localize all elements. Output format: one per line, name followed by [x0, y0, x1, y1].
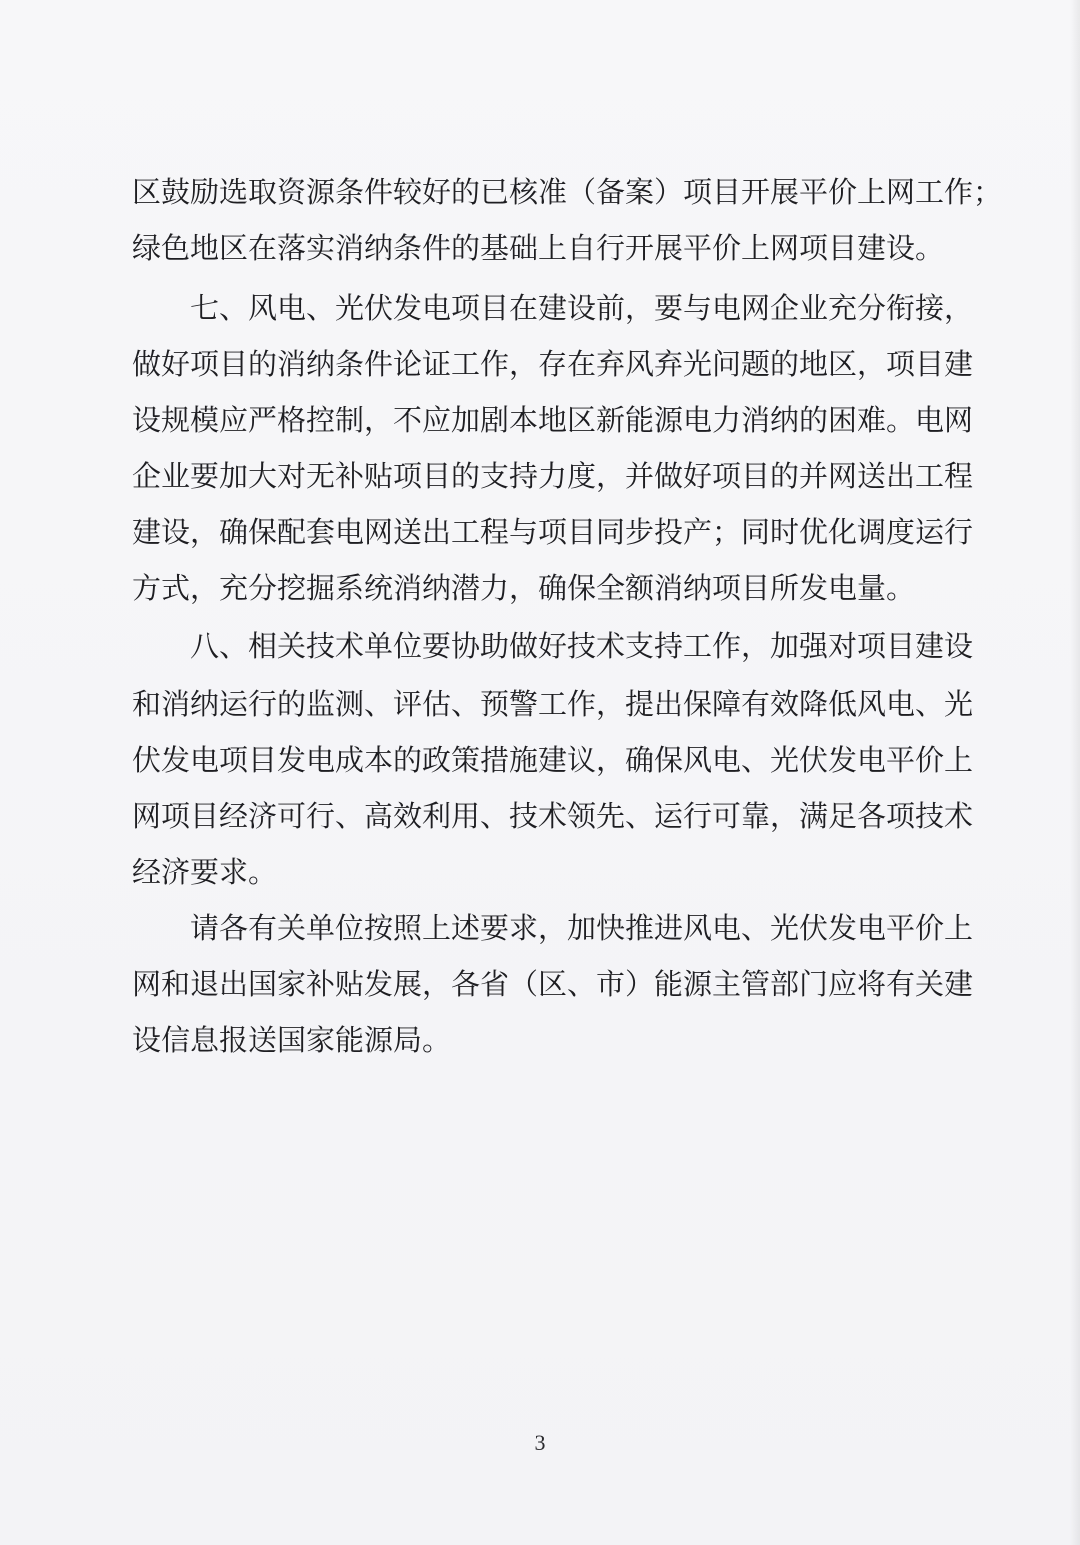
text-line-6: 企业要加大对无补贴项目的支持力度，并做好项目的并网送出工程	[132, 459, 974, 493]
text-line-7: 建设，确保配套电网送出工程与项目同步投产；同时优化调度运行	[132, 515, 974, 549]
page-number: 3	[534, 1430, 546, 1455]
scan-edge-shadow	[1070, 0, 1080, 1545]
text-line-4: 做好项目的消纳条件论证工作，存在弃风弃光问题的地区，项目建	[132, 347, 974, 381]
text-line-1: 区鼓励选取资源条件较好的已核准（备案）项目开展平价上网工作；	[132, 175, 1003, 209]
text-line-14: 请各有关单位按照上述要求，加快推进风电、光伏发电平价上	[190, 911, 974, 945]
text-line-12: 网项目经济可行、高效利用、技术领先、运行可靠，满足各项技术	[132, 799, 974, 833]
text-line-9: 八、相关技术单位要协助做好技术支持工作，加强对项目建设	[190, 629, 974, 663]
text-line-2: 绿色地区在落实消纳条件的基础上自行开展平价上网项目建设。	[132, 231, 945, 265]
text-line-5: 设规模应严格控制，不应加剧本地区新能源电力消纳的困难。电网	[132, 403, 974, 437]
text-line-8: 方式，充分挖掘系统消纳潜力，确保全额消纳项目所发电量。	[132, 571, 916, 605]
text-line-15: 网和退出国家补贴发展，各省（区、市）能源主管部门应将有关建	[132, 967, 974, 1001]
text-line-13: 经济要求。	[132, 855, 278, 889]
text-line-11: 伏发电项目发电成本的政策措施建议，确保风电、光伏发电平价上	[132, 743, 974, 777]
text-line-10: 和消纳运行的监测、评估、预警工作，提出保障有效降低风电、光	[132, 687, 974, 721]
text-line-16: 设信息报送国家能源局。	[132, 1023, 452, 1057]
text-line-3: 七、风电、光伏发电项目在建设前，要与电网企业充分衔接，	[190, 291, 974, 325]
